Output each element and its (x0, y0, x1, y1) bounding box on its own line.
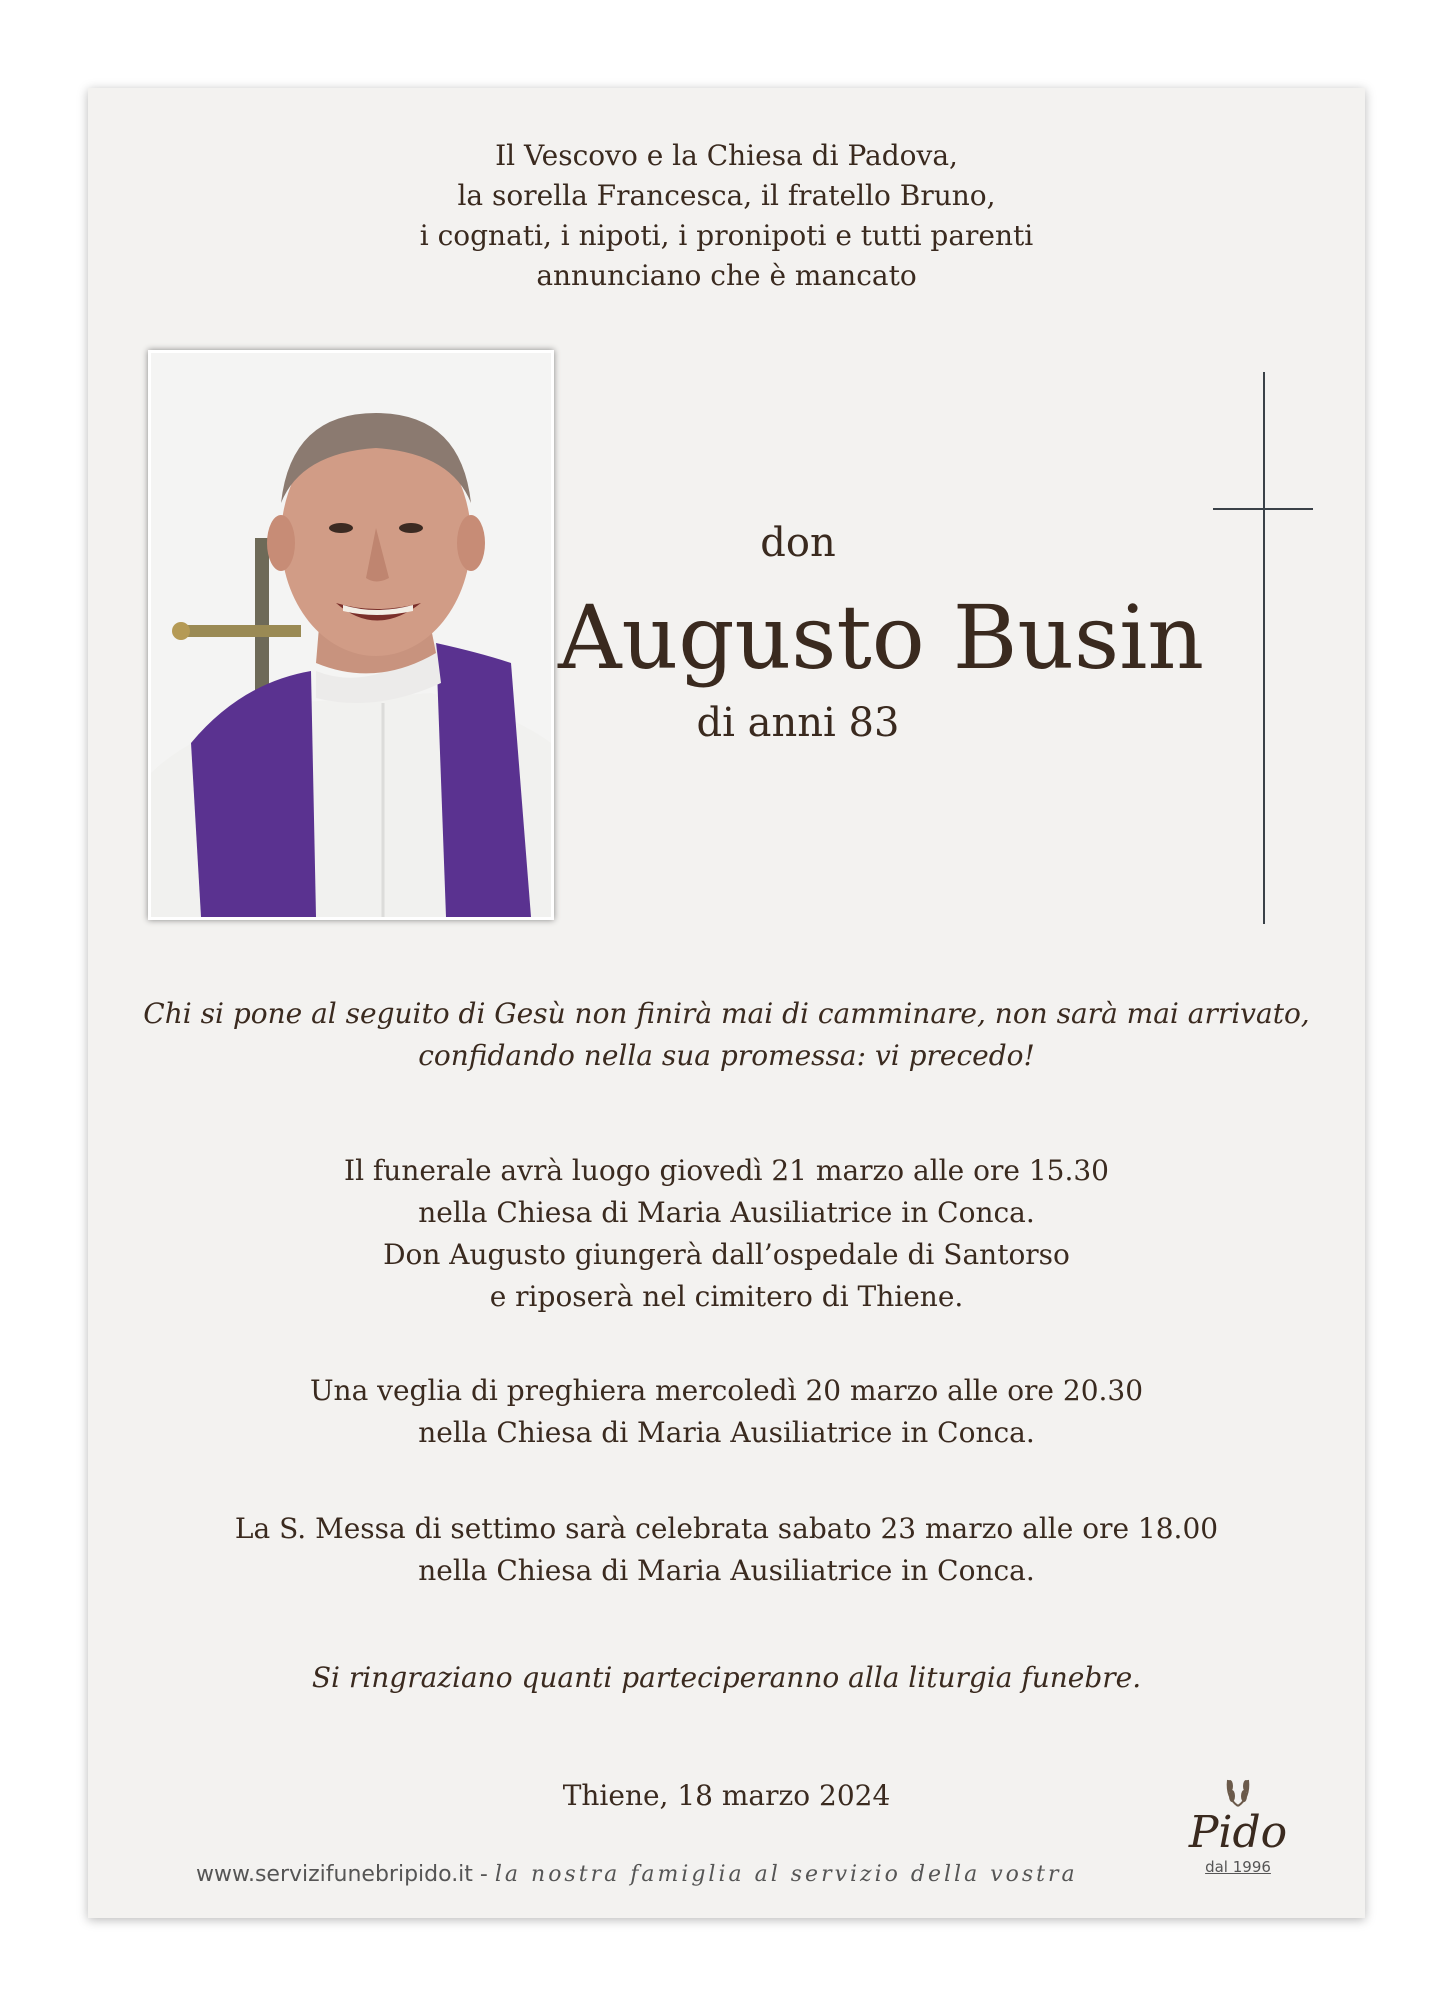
announcement-line: la sorella Francesca, il fratello Bruno, (457, 179, 996, 212)
footer (196, 1860, 1078, 1890)
vigil-line: Una veglia di preghiera mercoledì 20 marzo alle ore 20.30 (309, 1374, 1144, 1407)
pido-logo (1163, 1768, 1313, 1876)
logo-name: Pido (1188, 1807, 1288, 1858)
website-link[interactable]: www.servizifunebripido.it (196, 1862, 473, 1887)
quote-line: confidando nella sua promessa: vi precedo! (418, 1039, 1035, 1072)
announcement-line: annunciano che è mancato (536, 259, 917, 292)
deceased-name: Augusto Busin (558, 586, 1205, 689)
logo-since: dal 1996 (1205, 1858, 1271, 1876)
vigil-line: nella Chiesa di Maria Ausiliatrice in Conca. (418, 1416, 1035, 1449)
funeral-info (88, 1150, 1365, 1318)
mass-line: La S. Messa di settimo sarà celebrata sabato 23 marzo alle ore 18.00 (234, 1512, 1219, 1545)
quote-line: Chi si pone al seguito di Gesù non finirà mai di camminare, non sarà mai arrivato, (143, 997, 1310, 1030)
funeral-line: Don Augusto giungerà dall’ospedale di Santorso (383, 1238, 1070, 1271)
announcement-line: i cognati, i nipoti, i pronipoti e tutti parenti (419, 219, 1034, 252)
mass-line: nella Chiesa di Maria Ausiliatrice in Conca. (418, 1554, 1035, 1587)
mass-info (88, 1508, 1365, 1592)
obituary-card (88, 88, 1365, 1918)
footer-tagline: la nostra famiglia al servizio della vostra (494, 1862, 1078, 1887)
deceased-age: di anni 83 (696, 700, 900, 746)
portrait-illustration (151, 353, 551, 917)
funeral-line: e riposerà nel cimitero di Thiene. (489, 1280, 964, 1313)
vigil-info (88, 1370, 1365, 1454)
funeral-line: Il funerale avrà luogo giovedì 21 marzo alle ore 15.30 (344, 1154, 1109, 1187)
place-date: Thiene, 18 marzo 2024 (562, 1779, 891, 1812)
title-prefix: don (760, 520, 836, 566)
wreath-icon (1223, 1768, 1253, 1808)
thanks-note: Si ringraziano quanti parteciperanno alla liturgia funebre. (311, 1661, 1142, 1694)
bible-quote (88, 993, 1365, 1077)
funeral-line: nella Chiesa di Maria Ausiliatrice in Conca. (418, 1196, 1035, 1229)
portrait-photo (148, 350, 554, 920)
announcement (88, 136, 1365, 296)
announcement-line: Il Vescovo e la Chiesa di Padova, (495, 139, 958, 172)
footer-separator: - (472, 1862, 495, 1887)
